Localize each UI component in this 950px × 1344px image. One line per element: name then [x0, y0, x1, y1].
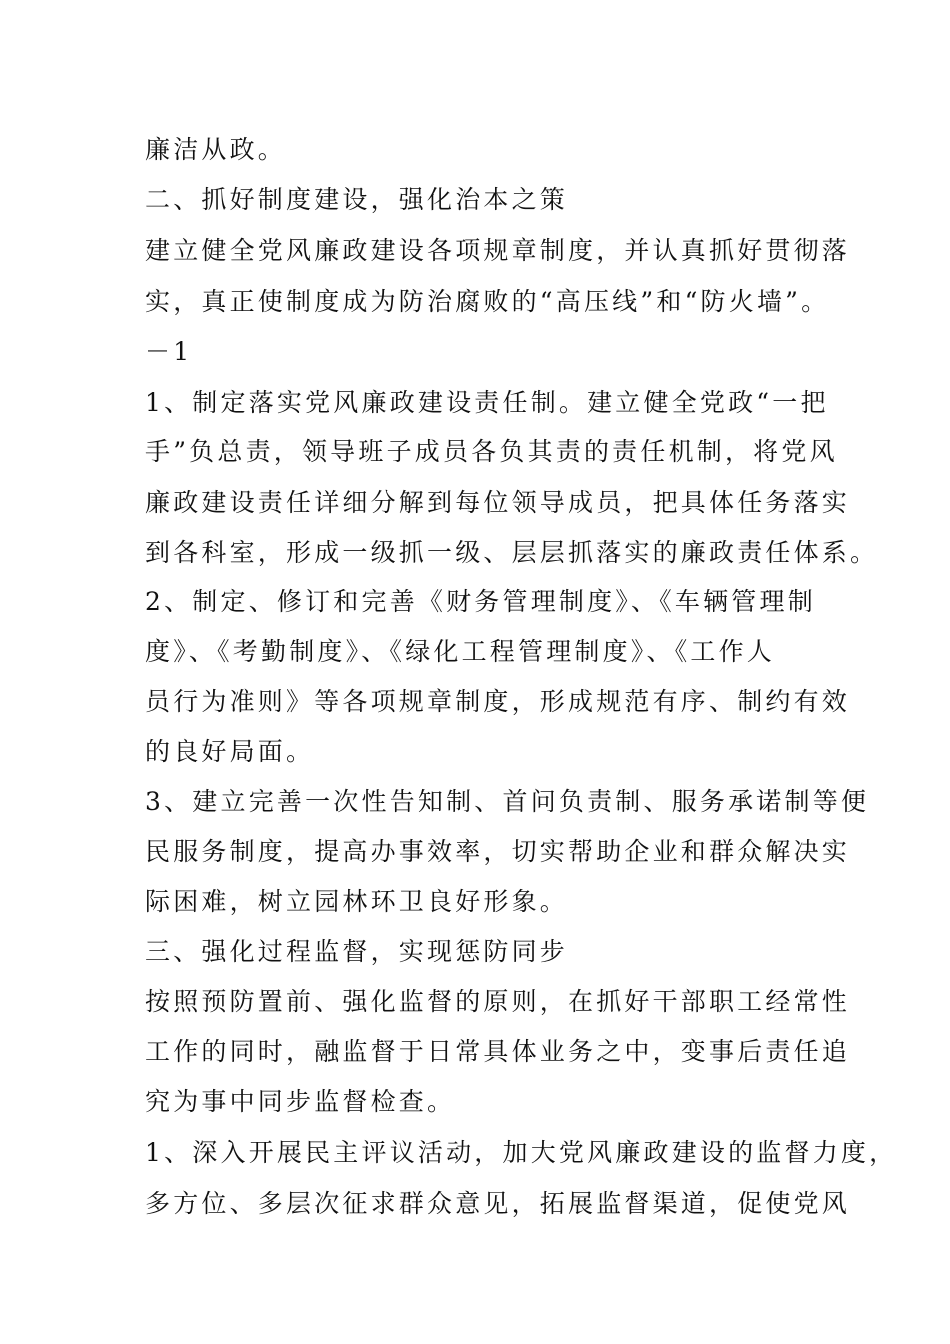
- text-line: 2、制定、修订和完善《财务管理制度》、《车辆管理制: [145, 587, 816, 616]
- text-line: 廉政建设责任详细分解到每位领导成员，把具体任务落实: [145, 488, 851, 517]
- text-line: 工作的同时，融监督于日常具体业务之中，变事后责任追: [145, 1037, 851, 1066]
- section-heading: 三、强化过程监督，实现惩防同步: [145, 937, 569, 966]
- text-line: 际困难，树立园林环卫良好形象。: [145, 887, 569, 916]
- text-line: 的良好局面。: [145, 737, 315, 766]
- page-marker: －1: [145, 337, 193, 366]
- text-line: 度》、《考勤制度》、《绿化工程管理制度》、《工作人: [145, 637, 776, 666]
- text-line: 1、制定落实党风廉政建设责任制。建立健全党政“一把: [145, 388, 829, 417]
- text-line: 多方位、多层次征求群众意见，拓展监督渠道，促使党风: [145, 1189, 851, 1218]
- text-line: 员行为准则》等各项规章制度，形成规范有序、制约有效: [145, 687, 851, 716]
- text-line: 民服务制度，提高办事效率，切实帮助企业和群众解决实: [145, 837, 851, 866]
- text-line: 究为事中同步监督检查。: [145, 1087, 456, 1116]
- text-line: 1、深入开展民主评议活动，加大党风廉政建设的监督力度，: [145, 1138, 898, 1167]
- text-line: 到各科室，形成一级抓一级、层层抓落实的廉政责任体系。: [145, 538, 879, 567]
- text-line: 廉洁从政。: [145, 135, 287, 164]
- text-line: 按照预防置前、强化监督的原则，在抓好干部职工经常性: [145, 987, 851, 1016]
- section-heading: 二、抓好制度建设，强化治本之策: [145, 185, 569, 214]
- text-line: 3、建立完善一次性告知制、首问负责制、服务承诺制等便: [145, 787, 870, 816]
- text-line: 建立健全党风廉政建设各项规章制度，并认真抓好贯彻落: [145, 236, 851, 265]
- text-line: 手”负总责，领导班子成员各负其责的责任机制，将党风: [145, 437, 838, 466]
- text-line: 实，真正使制度成为防治腐败的“高压线”和“防火墙”。: [145, 287, 830, 316]
